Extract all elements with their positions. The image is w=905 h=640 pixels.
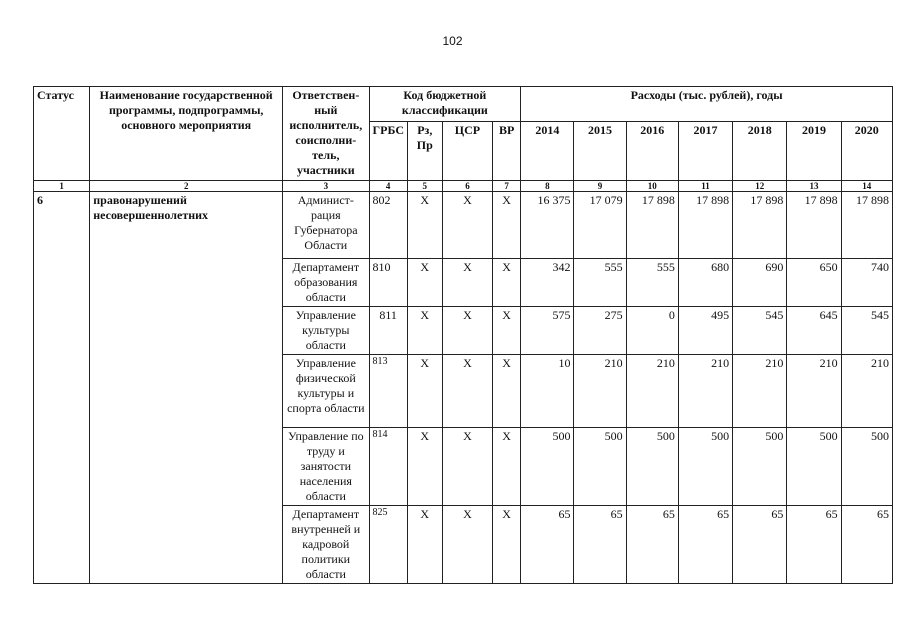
header-budget-code: Код бюджетной классификации: [369, 87, 521, 122]
amount-cell: 210: [841, 355, 892, 428]
column-number: 5: [407, 181, 442, 192]
amount-cell: 500: [521, 428, 574, 506]
csr-cell: Х: [442, 192, 492, 259]
column-number: 10: [626, 181, 678, 192]
header-vr: ВР: [493, 122, 521, 181]
amount-cell: 495: [678, 307, 732, 355]
amount-cell: 500: [841, 428, 892, 506]
amount-cell: 17 898: [841, 192, 892, 259]
amount-cell: 690: [733, 259, 787, 307]
vr-cell: Х: [493, 307, 521, 355]
program-name-cell: правонарушений несовершеннолетних: [90, 192, 283, 584]
amount-cell: 575: [521, 307, 574, 355]
grbs-cell: 811: [369, 307, 407, 355]
header-grbs: ГРБС: [369, 122, 407, 181]
amount-cell: 17 898: [733, 192, 787, 259]
amount-cell: 275: [574, 307, 626, 355]
vr-cell: Х: [493, 428, 521, 506]
column-number: 12: [733, 181, 787, 192]
grbs-cell: 802: [369, 192, 407, 259]
rzpr-cell: Х: [407, 428, 442, 506]
header-year: 2018: [733, 122, 787, 181]
vr-cell: Х: [493, 506, 521, 584]
status-cell: 6: [34, 192, 90, 584]
amount-cell: 500: [787, 428, 841, 506]
rzpr-cell: Х: [407, 506, 442, 584]
amount-cell: 17 898: [626, 192, 678, 259]
amount-cell: 65: [733, 506, 787, 584]
column-number: 4: [369, 181, 407, 192]
amount-cell: 210: [733, 355, 787, 428]
executor-cell: Департамент образования области: [283, 259, 369, 307]
amount-cell: 555: [574, 259, 626, 307]
amount-cell: 740: [841, 259, 892, 307]
csr-cell: Х: [442, 307, 492, 355]
amount-cell: 65: [626, 506, 678, 584]
amount-cell: 500: [733, 428, 787, 506]
amount-cell: 500: [574, 428, 626, 506]
amount-cell: 10: [521, 355, 574, 428]
executor-cell: Управление культуры области: [283, 307, 369, 355]
csr-cell: Х: [442, 506, 492, 584]
amount-cell: 17 079: [574, 192, 626, 259]
grbs-cell: 813: [369, 355, 407, 428]
vr-cell: Х: [493, 259, 521, 307]
amount-cell: 545: [733, 307, 787, 355]
header-csr: ЦСР: [442, 122, 492, 181]
column-number: 14: [841, 181, 892, 192]
amount-cell: 65: [678, 506, 732, 584]
header-expenses: Расходы (тыс. рублей), годы: [521, 87, 893, 122]
amount-cell: 680: [678, 259, 732, 307]
csr-cell: Х: [442, 428, 492, 506]
budget-table: [33, 86, 893, 584]
column-number: 6: [442, 181, 492, 192]
amount-cell: 65: [841, 506, 892, 584]
column-number: 7: [493, 181, 521, 192]
amount-cell: 210: [678, 355, 732, 428]
column-number: 3: [283, 181, 369, 192]
header-year: 2020: [841, 122, 892, 181]
vr-cell: Х: [493, 192, 521, 259]
amount-cell: 65: [574, 506, 626, 584]
executor-cell: Управление физической культуры и спорта области: [283, 355, 369, 428]
amount-cell: 500: [678, 428, 732, 506]
amount-cell: 555: [626, 259, 678, 307]
header-year: 2017: [678, 122, 732, 181]
amount-cell: 342: [521, 259, 574, 307]
header-year: 2019: [787, 122, 841, 181]
column-number: 2: [90, 181, 283, 192]
header-status: Статус: [34, 87, 90, 181]
amount-cell: 500: [626, 428, 678, 506]
column-number: 1: [34, 181, 90, 192]
header-year: 2014: [521, 122, 574, 181]
header-year: 2015: [574, 122, 626, 181]
table-row: [34, 192, 893, 259]
header-rzpr: Рз, Пр: [407, 122, 442, 181]
column-number: 8: [521, 181, 574, 192]
rzpr-cell: Х: [407, 307, 442, 355]
column-number: 9: [574, 181, 626, 192]
amount-cell: 65: [787, 506, 841, 584]
csr-cell: Х: [442, 259, 492, 307]
grbs-cell: 825: [369, 506, 407, 584]
amount-cell: 17 898: [787, 192, 841, 259]
executor-cell: Департамент внутренней и кадровой политики области: [283, 506, 369, 584]
amount-cell: 210: [574, 355, 626, 428]
grbs-cell: 810: [369, 259, 407, 307]
column-number-row: [34, 181, 893, 192]
executor-cell: Админист-рация Губернатора Области: [283, 192, 369, 259]
vr-cell: Х: [493, 355, 521, 428]
header-row-top: [34, 87, 893, 122]
header-executor: Ответствен-ный исполнитель, соисполни-тель, участники: [283, 87, 369, 181]
header-year: 2016: [626, 122, 678, 181]
column-number: 13: [787, 181, 841, 192]
amount-cell: 545: [841, 307, 892, 355]
amount-cell: 650: [787, 259, 841, 307]
page-number: 102: [442, 34, 463, 48]
column-number: 11: [678, 181, 732, 192]
amount-cell: 645: [787, 307, 841, 355]
executor-cell: Управление по труду и занятости населения области: [283, 428, 369, 506]
amount-cell: 65: [521, 506, 574, 584]
amount-cell: 16 375: [521, 192, 574, 259]
amount-cell: 0: [626, 307, 678, 355]
csr-cell: Х: [442, 355, 492, 428]
grbs-cell: 814: [369, 428, 407, 506]
amount-cell: 17 898: [678, 192, 732, 259]
header-name: Наименование государственной программы, подпрограммы, основного мероприятия: [90, 87, 283, 181]
rzpr-cell: Х: [407, 192, 442, 259]
rzpr-cell: Х: [407, 259, 442, 307]
amount-cell: 210: [787, 355, 841, 428]
rzpr-cell: Х: [407, 355, 442, 428]
amount-cell: 210: [626, 355, 678, 428]
